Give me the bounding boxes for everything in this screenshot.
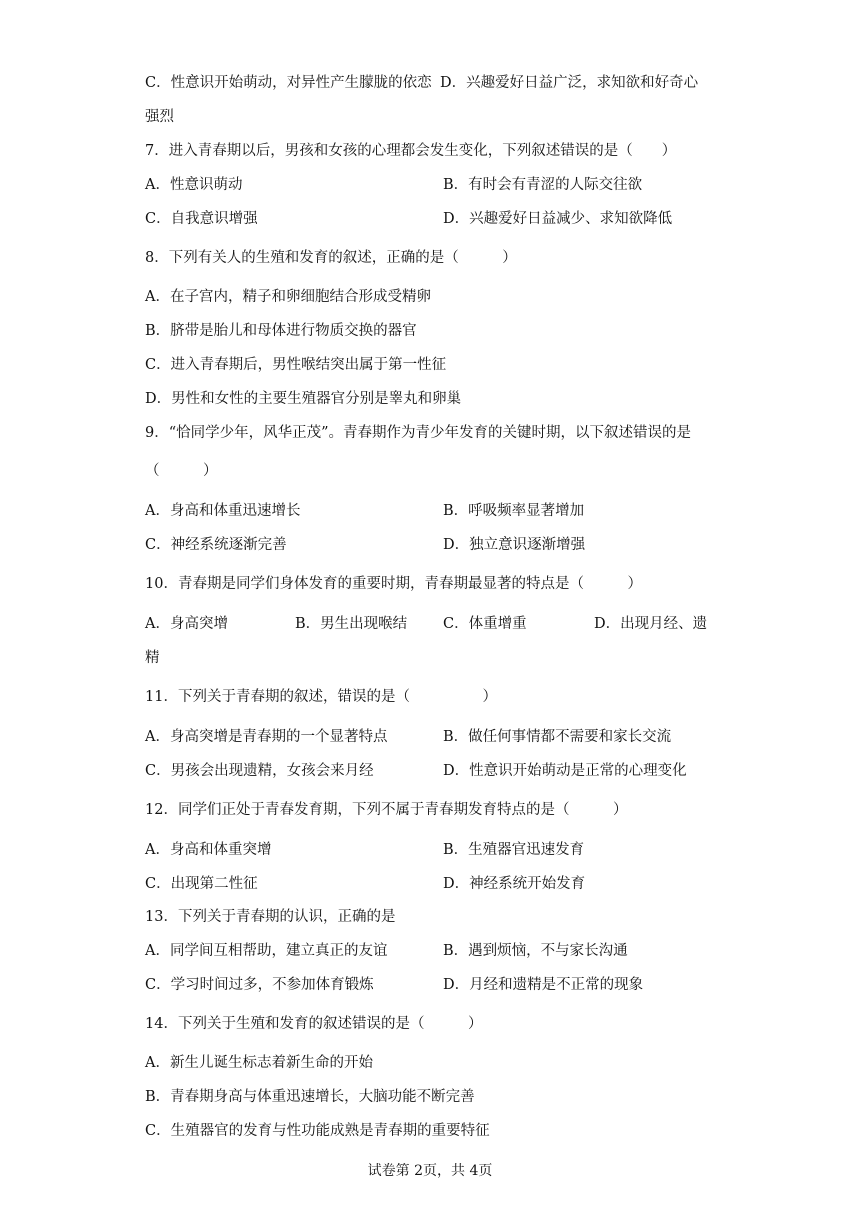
q9-stem: 9．“恰同学少年，风华正茂”。青春期作为青少年发育的关键时期，以下叙述错误的是 [145,425,692,441]
q10-option-b: B．男生出现喉结 [295,616,408,632]
q13-option-b: B．遇到烦恼，不与家长沟通 [443,943,628,959]
q6-option-d-continued: 强烈 [145,109,174,125]
page-footer: 试卷第 2页，共 4页 [367,1163,493,1179]
q9-stem-continued: （ ） [145,463,218,479]
q8-stem: 8．下列有关人的生殖和发育的叙述，正确的是（ ） [145,250,517,266]
q14-option-b: B．青春期身高与体重迅速增长，大脑功能不断完善 [145,1089,475,1105]
q14-option-c: C．生殖器官的发育与性功能成熟是青春期的重要特征 [145,1123,490,1139]
q9-option-d: D．独立意识逐渐增强 [443,537,586,553]
q14-option-a: A．新生儿诞生标志着新生命的开始 [145,1055,373,1071]
q8-option-d: D．男性和女性的主要生殖器官分别是睾丸和卵巢 [145,391,462,407]
q7-option-b: B．有时会有青涩的人际交往欲 [443,177,643,193]
q11-option-d: D．性意识开始萌动是正常的心理变化 [443,763,687,779]
q14-stem: 14．下列关于生殖和发育的叙述错误的是（ ） [145,1016,483,1032]
q13-option-c: C．学习时间过多，不参加体育锻炼 [145,977,374,993]
q9-option-a: A．身高和体重迅速增长 [145,503,301,519]
q11-option-b: B．做任何事情都不需要和家长交流 [443,729,672,745]
q7-option-a: A．性意识萌动 [145,177,243,193]
q6-option-c: C．性意识开始萌动，对异性产生朦胧的依恋 [145,75,432,91]
q12-stem: 12．同学们正处于青春发育期，下列不属于青春期发育特点的是（ ） [145,802,628,818]
q10-stem: 10．青春期是同学们身体发育的重要时期，青春期最显著的特点是（ ） [145,576,642,592]
q11-stem: 11．下列关于青春期的叙述，错误的是（ ） [145,689,497,705]
q12-option-a: A．身高和体重突增 [145,842,272,858]
q11-option-a: A．身高突增是青春期的一个显著特点 [145,729,388,745]
q13-option-a: A．同学间互相帮助，建立真正的友谊 [145,943,388,959]
q12-option-d: D．神经系统开始发育 [443,876,586,892]
q9-option-b: B．呼吸频率显著增加 [443,503,585,519]
q13-stem: 13．下列关于青春期的认识，正确的是 [145,909,396,925]
q6-option-d: D．兴趣爱好日益广泛，求知欲和好奇心 [440,75,699,91]
q10-option-c: C．体重增重 [443,616,527,632]
q10-option-a: A．身高突增 [145,616,228,632]
q10-option-d-continued: 精 [145,650,160,666]
q10-option-d: D．出现月经、遗 [594,616,708,632]
q9-option-c: C．神经系统逐渐完善 [145,537,287,553]
q11-option-c: C．男孩会出现遗精，女孩会来月经 [145,763,374,779]
q8-option-c: C．进入青春期后，男性喉结突出属于第一性征 [145,357,447,373]
q12-option-b: B．生殖器官迅速发育 [443,842,585,858]
q12-option-c: C．出现第二性征 [145,876,258,892]
q13-option-d: D．月经和遗精是不正常的现象 [443,977,644,993]
q8-option-a: A．在子宫内，精子和卵细胞结合形成受精卵 [145,289,431,305]
q7-option-c: C．自我意识增强 [145,211,258,227]
q8-option-b: B．脐带是胎儿和母体进行物质交换的器官 [145,323,417,339]
q7-option-d: D．兴趣爱好日益减少、求知欲降低 [443,211,673,227]
q7-stem: 7．进入青春期以后，男孩和女孩的心理都会发生变化，下列叙述错误的是（ ） [145,143,677,159]
